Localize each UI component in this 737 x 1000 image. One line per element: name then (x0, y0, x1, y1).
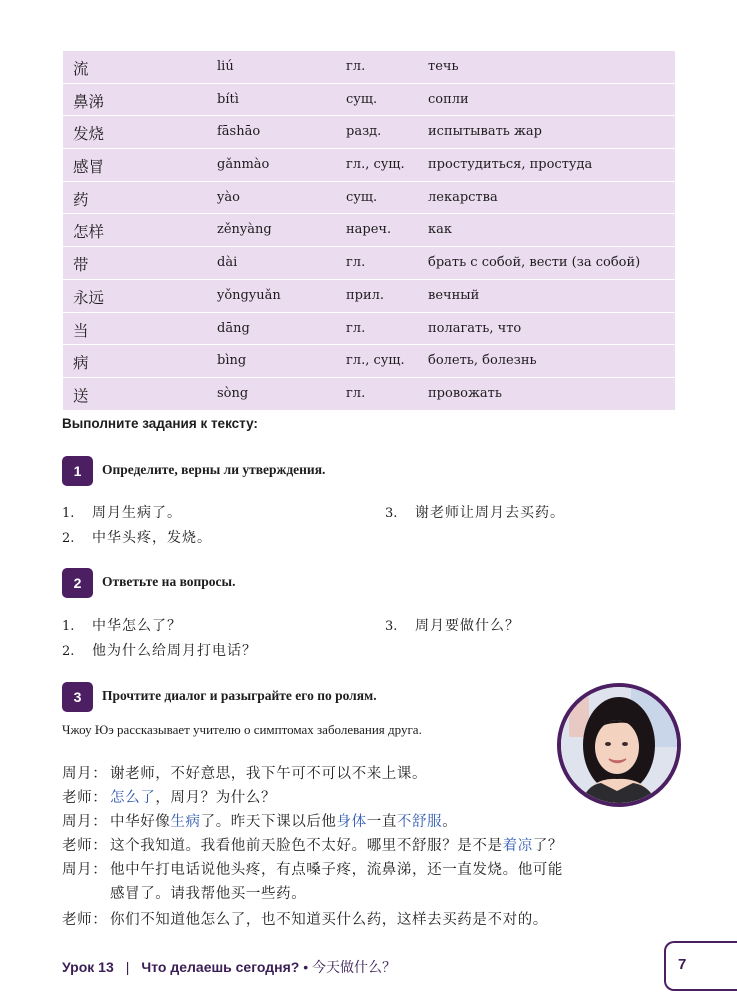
vocab-part-of-speech: гл. (346, 385, 366, 401)
vocab-translation: лекарства (428, 189, 498, 205)
task-1-item (62, 502, 182, 522)
vocab-translation: течь (428, 59, 459, 74)
vocab-row (63, 181, 675, 214)
vocab-translation: провожать (428, 385, 502, 401)
vocab-hanzi: 怎样 (73, 223, 105, 242)
dialogue-line (62, 834, 563, 855)
highlighted-vocab-word: 不舒服 (396, 814, 443, 830)
instructions-heading: Выполните задания к тексту: (62, 416, 258, 431)
vocab-row (63, 51, 675, 83)
highlighted-vocab-word: 身体 (336, 814, 367, 830)
task-1-item (385, 502, 565, 522)
vocab-hanzi: 鼻涕 (73, 92, 105, 111)
task-number-badge: 3 (62, 682, 93, 712)
vocab-translation: брать с собой, вести (за собой) (428, 255, 641, 271)
vocab-hanzi: 当 (73, 321, 89, 340)
dialogue-line (62, 908, 548, 929)
vocab-pinyin: zěnyàng (217, 222, 272, 238)
vocab-part-of-speech: разд. (346, 124, 382, 140)
vocab-pinyin: dāng (217, 320, 250, 336)
vocab-pinyin: bìng (217, 353, 247, 369)
item-number: 1. (62, 619, 75, 634)
vocab-translation: болеть, болезнь (428, 353, 537, 369)
dialogue-line (62, 810, 457, 831)
vocab-part-of-speech: гл. (346, 59, 366, 74)
task-title: Прочтите диалог и разыграйте его по ролям. (102, 688, 377, 703)
vocab-pinyin: yào (217, 189, 240, 205)
vocab-pinyin: gǎnmào (217, 157, 270, 173)
vocab-hanzi: 发烧 (73, 125, 105, 144)
task-3-note: Чжоу Юэ рассказывает учителю о симптомах заболевания друга. (62, 722, 422, 737)
item-text: 中华头疼，发烧。 (92, 530, 212, 546)
vocab-row (63, 279, 675, 312)
dialogue-text: ，周月？为什么？ (155, 790, 277, 806)
lesson-number: Урок 13 (62, 959, 114, 975)
dialogue-line (62, 858, 563, 879)
vocab-row (63, 246, 675, 279)
item-number: 2. (62, 644, 75, 659)
page-number-box (664, 941, 737, 991)
student-portrait-photo (557, 683, 681, 807)
vocab-row (63, 83, 675, 116)
dialogue-text: 一直 (366, 814, 397, 830)
task-title: Определите, верны ли утверждения. (102, 462, 326, 477)
dialogue-text: 这个我知道。我看他前天脸色不太好。哪里不舒服？是不是 (110, 838, 503, 854)
dialogue-text: 你们不知道他怎么了，也不知道买什么药，这样去买药是不对的。 (110, 912, 548, 928)
item-number: 3. (385, 619, 398, 634)
task-2-item (62, 615, 182, 635)
vocab-part-of-speech: прил. (346, 287, 385, 303)
vocab-hanzi: 感冒 (73, 158, 105, 177)
vocab-row (63, 377, 675, 410)
dialogue-speaker: 老师： (62, 838, 108, 854)
highlighted-vocab-word: 怎么了 (110, 790, 156, 806)
vocab-row (63, 115, 675, 148)
dialogue-speaker: 周月： (62, 862, 108, 878)
dialogue-line (62, 762, 427, 783)
vocab-pinyin: fāshāo (217, 124, 261, 140)
vocab-translation: простудиться, простуда (428, 157, 593, 173)
vocab-part-of-speech: гл. (346, 320, 366, 336)
task-2-item (385, 615, 520, 635)
vocab-hanzi: 永远 (73, 288, 105, 307)
vocab-translation: как (428, 222, 453, 238)
lesson-title: Что делаешь сегодня? (141, 959, 300, 975)
dialogue-text: 了？ (532, 838, 564, 854)
item-text: 中华怎么了？ (92, 618, 182, 634)
item-text: 周月要做什么？ (415, 618, 520, 634)
lesson-title-chinese: 今天做什么？ (311, 960, 396, 976)
vocab-pinyin: liú (217, 59, 234, 74)
vocab-part-of-speech: гл. (346, 255, 366, 271)
dialogue-speaker: 周月： (62, 766, 108, 782)
vocab-row (63, 312, 675, 345)
page-footer (62, 957, 396, 977)
footer-bullet: • (303, 959, 309, 975)
highlighted-vocab-word: 着凉 (502, 838, 533, 854)
page-number: 7 (678, 956, 687, 973)
vocab-hanzi: 送 (73, 386, 89, 405)
item-text: 他为什么给周月打电话？ (92, 643, 257, 659)
task-number-badge: 2 (62, 568, 93, 598)
vocab-pinyin: sòng (217, 385, 249, 401)
dialogue-text: 他中午打电话说他头疼，有点嗓子疼，流鼻涕，还一直发烧。他可能 (110, 862, 563, 878)
vocab-hanzi: 带 (73, 256, 89, 275)
vocab-hanzi: 流 (73, 60, 89, 78)
dialogue-speaker: 老师： (62, 790, 108, 806)
vocab-pinyin: bítì (217, 91, 239, 107)
vocab-part-of-speech: сущ. (346, 189, 378, 205)
task-title: Ответьте на вопросы. (102, 574, 236, 589)
task-number-badge: 1 (62, 456, 93, 486)
item-text: 谢老师让周月去买药。 (415, 505, 565, 521)
vocab-row (63, 148, 675, 181)
dialogue-text: 感冒了。请我帮他买一些药。 (110, 886, 307, 902)
vocab-translation: полагать, что (428, 320, 522, 336)
dialogue-line-continuation (110, 882, 306, 903)
vocab-part-of-speech: сущ. (346, 91, 378, 107)
vocabulary-table (63, 51, 675, 410)
portrait-illustration (561, 687, 677, 803)
vocab-row (63, 213, 675, 246)
item-number: 2. (62, 531, 75, 546)
vocab-pinyin: dài (217, 255, 238, 271)
dialogue-text: 了。昨天下课以后他 (200, 814, 337, 830)
dialogue-text: 中华好像 (110, 814, 171, 830)
dialogue-speaker: 周月： (62, 814, 108, 830)
dialogue-speaker: 老师： (62, 912, 108, 928)
dialogue-line (62, 786, 276, 807)
task-2-item (62, 640, 257, 660)
vocab-translation: испытывать жар (428, 124, 542, 140)
dialogue-text: 谢老师，不好意思，我下午可不可以不来上课。 (110, 766, 428, 782)
footer-separator: | (125, 959, 130, 975)
task-1-item (62, 527, 212, 547)
vocab-hanzi: 药 (73, 190, 89, 209)
vocab-hanzi: 病 (73, 354, 89, 373)
vocab-pinyin: yǒngyuǎn (217, 287, 281, 303)
vocab-translation: сопли (428, 91, 469, 107)
vocab-row (63, 344, 675, 377)
vocab-part-of-speech: гл., сущ. (346, 157, 405, 173)
item-number: 3. (385, 506, 398, 521)
vocab-translation: вечный (428, 287, 480, 303)
highlighted-vocab-word: 生病 (170, 814, 201, 830)
item-text: 周月生病了。 (92, 505, 182, 521)
vocab-part-of-speech: гл., сущ. (346, 353, 405, 369)
vocab-part-of-speech: нареч. (346, 222, 392, 238)
item-number: 1. (62, 506, 75, 521)
dialogue-text: 。 (442, 814, 458, 830)
